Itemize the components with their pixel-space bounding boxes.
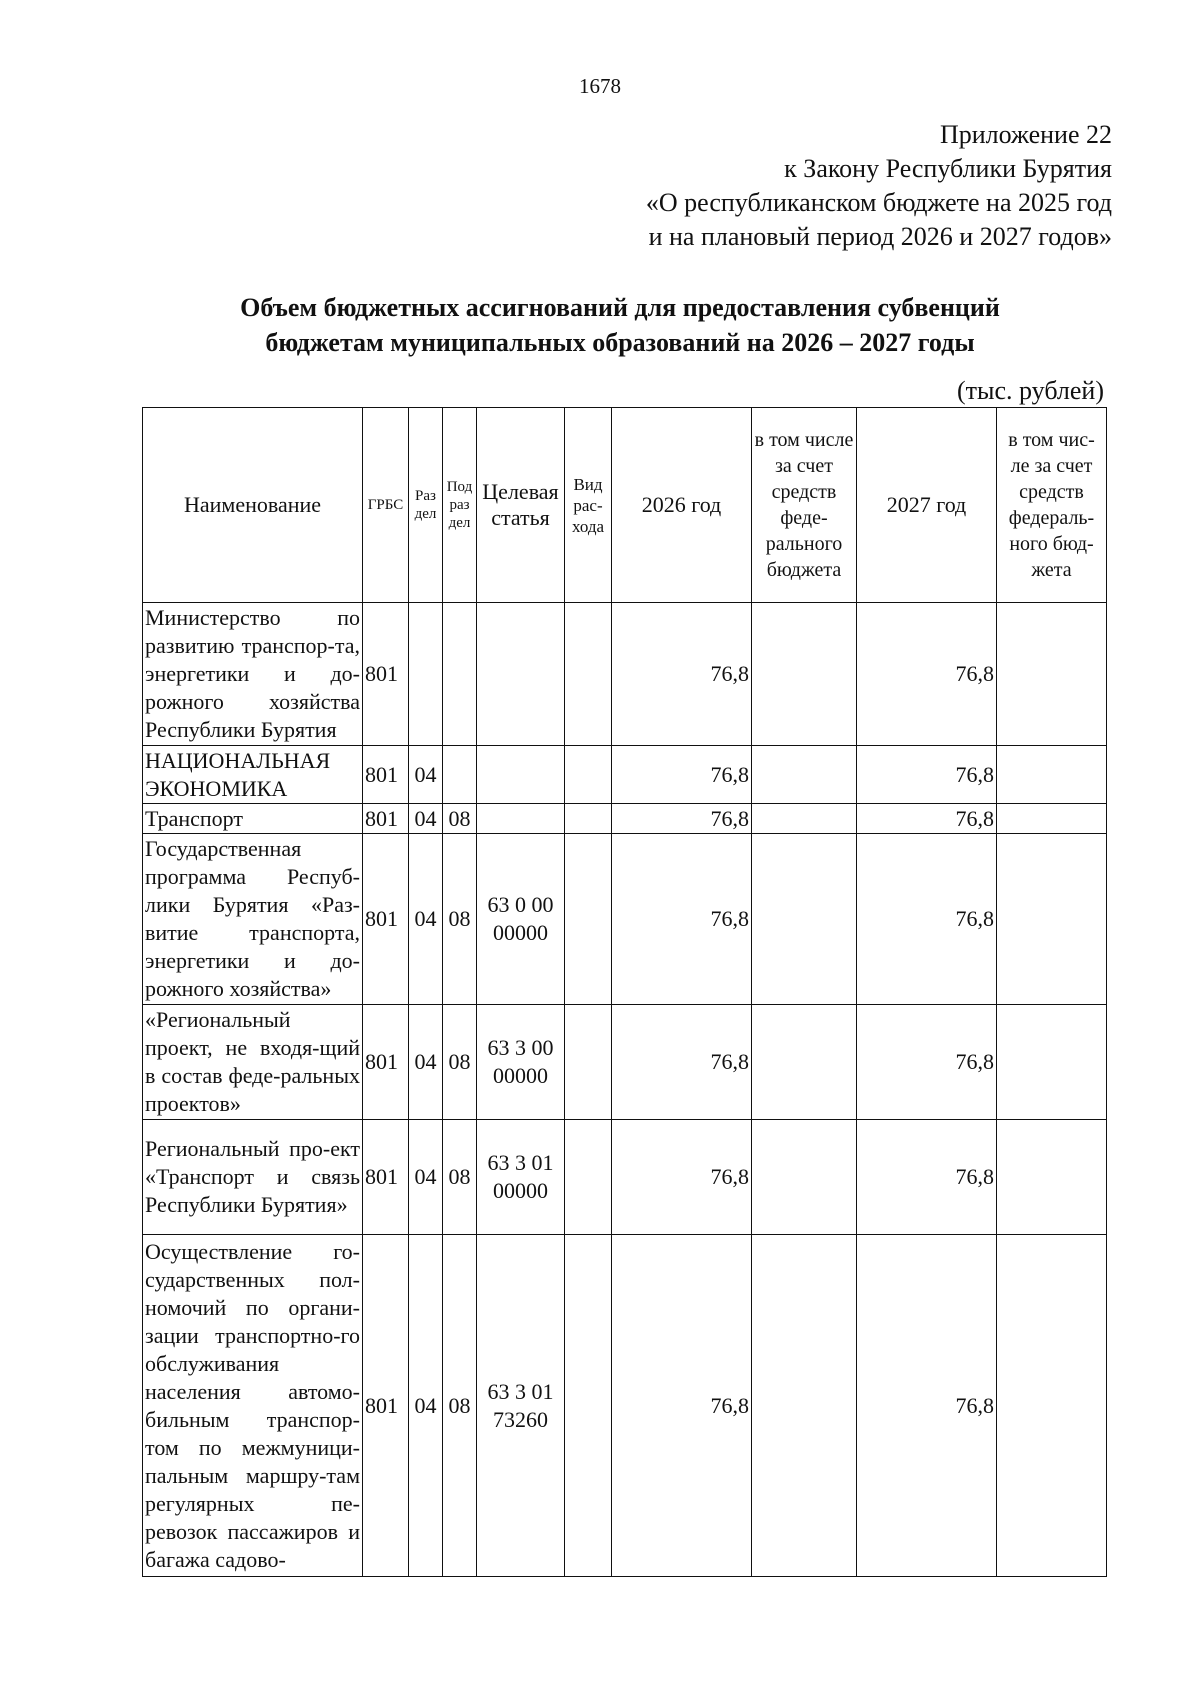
row-podrazdel: 08	[443, 1005, 477, 1120]
header-name: Наименование	[143, 408, 363, 603]
row-fed-2026	[752, 804, 857, 834]
header-celevaya: Целевая статья	[477, 408, 565, 603]
row-amount-2027: 76,8	[857, 1005, 997, 1120]
row-amount-2026: 76,8	[612, 834, 752, 1005]
row-grbs: 801	[363, 603, 409, 746]
row-fed-2027	[997, 1005, 1107, 1120]
row-razdel: 04	[409, 1235, 443, 1577]
row-grbs: 801	[363, 1005, 409, 1120]
row-amount-2026: 76,8	[612, 603, 752, 746]
row-fed-2026	[752, 603, 857, 746]
row-amount-2027: 76,8	[857, 746, 997, 804]
row-fed-2027	[997, 746, 1107, 804]
row-amount-2027: 76,8	[857, 834, 997, 1005]
row-amount-2026: 76,8	[612, 1235, 752, 1577]
row-podrazdel: 08	[443, 1120, 477, 1235]
appendix-line: Приложение 22	[939, 120, 1112, 149]
row-name: Транспорт	[143, 804, 363, 834]
row-vid	[565, 1120, 612, 1235]
table-row	[143, 746, 1107, 804]
row-name: Государственная программа Респуб-лики Бурятия «Раз-витие транспорта, энергетики и до-рожного хозяйства»	[143, 834, 363, 1005]
row-amount-2026: 76,8	[612, 1120, 752, 1235]
header-fed-2027: в том чис-ле за счет средств федераль-ного бюд-жета	[997, 408, 1107, 603]
row-razdel: 04	[409, 834, 443, 1005]
appendix-line: и на плановый период 2026 и 2027 годов»	[648, 222, 1112, 251]
row-amount-2026: 76,8	[612, 804, 752, 834]
row-fed-2026	[752, 1120, 857, 1235]
row-amount-2027: 76,8	[857, 804, 997, 834]
table-header-row	[143, 408, 1107, 603]
appendix-line: «О республиканском бюджете на 2025 год	[645, 188, 1112, 217]
table-row	[143, 1235, 1107, 1577]
row-grbs: 801	[363, 1120, 409, 1235]
row-fed-2027	[997, 804, 1107, 834]
row-grbs: 801	[363, 834, 409, 1005]
appendix-reference	[412, 118, 1112, 254]
row-vid	[565, 804, 612, 834]
row-vid	[565, 746, 612, 804]
row-celevaya	[477, 603, 565, 746]
page-number: 1678	[579, 74, 621, 98]
row-vid	[565, 834, 612, 1005]
row-fed-2026	[752, 746, 857, 804]
row-razdel: 04	[409, 746, 443, 804]
row-podrazdel: 08	[443, 1235, 477, 1577]
header-vid: Вид рас-хода	[565, 408, 612, 603]
row-celevaya: 63 0 00 00000	[477, 834, 565, 1005]
row-vid	[565, 1005, 612, 1120]
row-name: НАЦИОНАЛЬНАЯ ЭКОНОМИКА	[143, 746, 363, 804]
title-line: бюджетам муниципальных образований на 2026 – 2027 годы	[265, 328, 975, 357]
row-fed-2027	[997, 834, 1107, 1005]
budget-table	[142, 407, 1107, 1577]
row-celevaya: 63 3 01 00000	[477, 1120, 565, 1235]
row-grbs: 801	[363, 746, 409, 804]
row-amount-2027: 76,8	[857, 1235, 997, 1577]
row-razdel: 04	[409, 1005, 443, 1120]
row-fed-2027	[997, 603, 1107, 746]
row-podrazdel: 08	[443, 804, 477, 834]
row-name: Региональный про-ект «Транспорт и связь Республики Бурятия»	[143, 1120, 363, 1235]
row-fed-2026	[752, 834, 857, 1005]
row-podrazdel: 08	[443, 834, 477, 1005]
header-2027: 2027 год	[857, 408, 997, 603]
row-amount-2027: 76,8	[857, 603, 997, 746]
appendix-line: к Закону Республики Бурятия	[784, 154, 1112, 183]
document-title	[140, 290, 1100, 360]
row-razdel: 04	[409, 804, 443, 834]
row-grbs: 801	[363, 1235, 409, 1577]
header-grbs: ГРБС	[363, 408, 409, 603]
row-fed-2026	[752, 1235, 857, 1577]
row-vid	[565, 603, 612, 746]
row-name: «Региональный проект, не входя-щий в состав феде-ральных проектов»	[143, 1005, 363, 1120]
table-row	[143, 834, 1107, 1005]
row-podrazdel	[443, 746, 477, 804]
row-celevaya: 63 3 01 73260	[477, 1235, 565, 1577]
row-fed-2027	[997, 1235, 1107, 1577]
row-celevaya	[477, 746, 565, 804]
header-fed-2026: в том числе за счет средств феде-рального бюджета	[752, 408, 857, 603]
table-row	[143, 603, 1107, 746]
row-name: Министерство по развитию транспор-та, энергетики и до-рожного хозяйства Республики Бурятия	[143, 603, 363, 746]
header-2026: 2026 год	[612, 408, 752, 603]
row-razdel: 04	[409, 1120, 443, 1235]
row-amount-2026: 76,8	[612, 1005, 752, 1120]
title-line: Объем бюджетных ассигнований для предоставления субвенций	[240, 293, 1000, 322]
header-razdel: Раз дел	[409, 408, 443, 603]
row-amount-2027: 76,8	[857, 1120, 997, 1235]
table-row	[143, 804, 1107, 834]
row-celevaya	[477, 804, 565, 834]
row-amount-2026: 76,8	[612, 746, 752, 804]
row-fed-2026	[752, 1005, 857, 1120]
row-vid	[565, 1235, 612, 1577]
row-celevaya: 63 3 00 00000	[477, 1005, 565, 1120]
header-podrazdel: Под раз дел	[443, 408, 477, 603]
table-row	[143, 1005, 1107, 1120]
table-row	[143, 1120, 1107, 1235]
row-name: Осуществление го-сударственных пол-номочий по органи-зации транспортно-го обслуживания населения автомо-бильным транспор-том по межмуници-пальным маршру-там регулярных пе-ревозок пассажиров и багажа садово-	[143, 1235, 363, 1577]
units-label: (тыс. рублей)	[956, 376, 1104, 405]
row-razdel	[409, 603, 443, 746]
row-grbs: 801	[363, 804, 409, 834]
row-podrazdel	[443, 603, 477, 746]
row-fed-2027	[997, 1120, 1107, 1235]
